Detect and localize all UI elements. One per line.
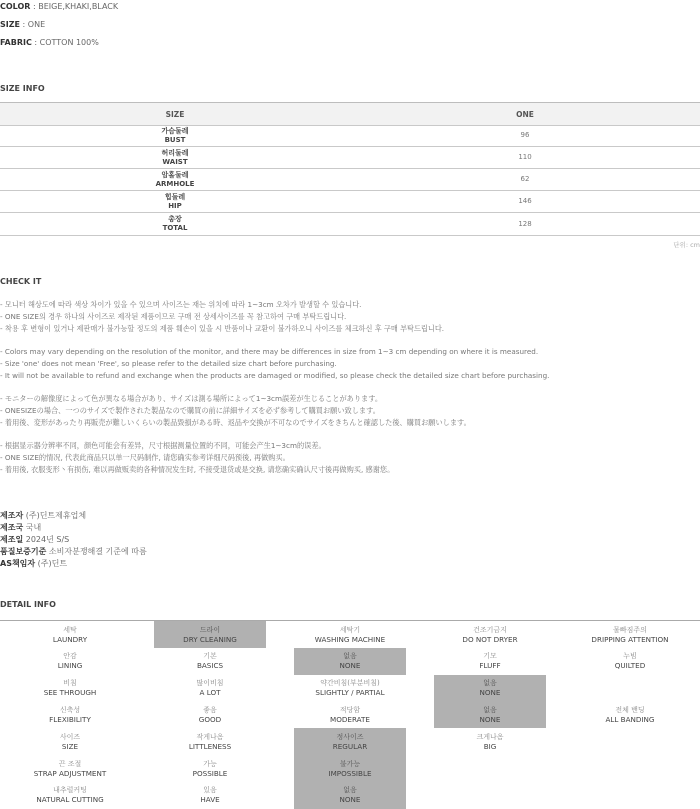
detail-cell bbox=[140, 648, 280, 675]
detail-cell bbox=[560, 782, 700, 809]
size-row-value: 62 bbox=[520, 175, 530, 183]
fabric-value: : COTTON 100% bbox=[31, 38, 99, 47]
size-row-armhole bbox=[0, 169, 700, 191]
size-row-label bbox=[0, 213, 350, 235]
detail-en: SIZE bbox=[61, 741, 79, 751]
detail-ko: 세탁기 bbox=[339, 625, 361, 634]
note-line: - Size 'one' does not mean 'Free', so please refer to the detailed size chart before purchasing. bbox=[0, 359, 337, 368]
detail-cell bbox=[420, 782, 560, 809]
date-value: 2024년 S/S bbox=[23, 535, 70, 544]
detail-ko: 신축성 bbox=[59, 705, 81, 714]
label-en: BUST bbox=[164, 135, 186, 144]
detail-cell bbox=[434, 675, 546, 702]
color-value: : BEIGE,KHAKI,BLACK bbox=[30, 2, 119, 11]
size-table-header bbox=[0, 102, 700, 126]
note-line: - 着用後, 衣服变形丶有损伤, 难以再做贩卖的各种情况发生时, 不接受退货或是交换, 请您确实确认尺寸後再做购买, 感谢您。 bbox=[0, 465, 395, 474]
detail-ko: 안감 bbox=[63, 652, 77, 661]
detail-ko: 많이비침 bbox=[196, 679, 224, 688]
detail-cell bbox=[294, 782, 406, 809]
detail-ko: 없음 bbox=[343, 652, 357, 661]
detail-ko: 약간비침(부분비침) bbox=[320, 679, 380, 688]
detail-en: NONE bbox=[479, 688, 501, 698]
label-ko: 힙둘레 bbox=[164, 192, 186, 201]
detail-en: MODERATE bbox=[330, 714, 370, 724]
detail-ko: 사이즈 bbox=[59, 732, 81, 741]
note-line: - Colors may vary depending on the resolution of the monitor, and there may be differences in size from 1~3 cm depending on where it is measured. bbox=[0, 347, 539, 356]
detail-cell bbox=[420, 648, 560, 675]
detail-cell bbox=[294, 755, 406, 782]
as-line bbox=[0, 558, 67, 569]
detail-cell bbox=[560, 755, 700, 782]
warranty-line bbox=[0, 546, 147, 557]
detail-ko: 정사이즈 bbox=[336, 732, 364, 741]
detail-en: NONE bbox=[339, 661, 361, 671]
detail-en: REGULAR bbox=[332, 741, 368, 751]
label-en: ARMHOLE bbox=[155, 179, 195, 188]
detail-cell bbox=[0, 782, 140, 809]
warranty-value: 소비자분쟁해결 기준에 따름 bbox=[46, 547, 147, 556]
note-line: - 根据显示器分辨率不同，颜色可能会有差异，尺寸根据测量位置的不同，可能会产生1~3cm的误差。 bbox=[0, 441, 326, 450]
detail-cell bbox=[140, 728, 280, 755]
fabric-line bbox=[0, 38, 99, 47]
detail-en: WASHING MACHINE bbox=[314, 634, 386, 644]
detail-en: HAVE bbox=[200, 795, 220, 805]
detail-cell bbox=[560, 701, 700, 728]
detail-cell bbox=[140, 782, 280, 809]
detail-ko: 드라이 bbox=[199, 625, 221, 634]
detail-cell bbox=[280, 701, 420, 728]
label-en: WAIST bbox=[162, 157, 188, 166]
detail-en: LAUNDRY bbox=[52, 634, 88, 644]
detail-grid bbox=[0, 620, 700, 809]
detail-en: IMPOSSIBLE bbox=[328, 768, 372, 778]
detail-ko: 전체 밴딩 bbox=[615, 705, 645, 714]
size-row-hip bbox=[0, 191, 700, 213]
detail-en: POSSIBLE bbox=[192, 768, 228, 778]
detail-ko: 누빔 bbox=[623, 652, 637, 661]
size-row-waist bbox=[0, 147, 700, 169]
as-value: (주)딘트 bbox=[35, 559, 68, 568]
detail-en: QUILTED bbox=[614, 661, 646, 671]
detail-info-heading: DETAIL INFO bbox=[0, 600, 56, 609]
size-line bbox=[0, 20, 45, 29]
detail-cell bbox=[294, 728, 406, 755]
unit-note: 단위: cm bbox=[673, 241, 700, 249]
size-row-value: 128 bbox=[518, 219, 532, 228]
size-row-value: 110 bbox=[518, 153, 532, 161]
size-row-total bbox=[0, 213, 700, 236]
maker-value: (주)딘트제휴업체 bbox=[23, 511, 87, 520]
as-label: AS책임자 bbox=[0, 559, 36, 568]
label-en: HIP bbox=[168, 201, 182, 210]
detail-en: STRAP ADJUSTMENT bbox=[33, 768, 107, 778]
detail-cell bbox=[560, 648, 700, 675]
detail-cell bbox=[154, 621, 266, 648]
size-row-label bbox=[0, 125, 350, 146]
detail-ko: 없음 bbox=[343, 786, 357, 795]
note-line: - モニターの解像度によって色が異なる場合があり、サイズは測る場所によって1~3cm誤差が生じることがあります。 bbox=[0, 394, 383, 403]
detail-ko: 크게나옴 bbox=[476, 732, 504, 741]
detail-en: DO NOT DRYER bbox=[462, 634, 518, 644]
detail-cell bbox=[560, 621, 700, 648]
color-line bbox=[0, 2, 118, 11]
detail-cell bbox=[294, 648, 406, 675]
detail-en: NATURAL CUTTING bbox=[36, 795, 104, 805]
detail-cell bbox=[560, 675, 700, 702]
fabric-label: FABRIC bbox=[0, 38, 32, 47]
detail-ko: 작게나옴 bbox=[196, 732, 224, 741]
size-row-label bbox=[0, 191, 350, 212]
detail-ko: 세탁 bbox=[63, 625, 77, 634]
detail-cell bbox=[0, 675, 140, 702]
detail-ko: 없음 bbox=[483, 679, 497, 688]
detail-ko: 건조기금지 bbox=[473, 625, 507, 634]
detail-ko: 적당함 bbox=[339, 705, 361, 714]
detail-ko: 있음 bbox=[203, 786, 217, 795]
note-line: - 着用後、変形があったり再販売が難しいくらいの製品毀損がある時、返品や交換が不可なのでサイズをきちんと確認した後、購買お願いします。 bbox=[0, 418, 471, 427]
country-label: 제조국 bbox=[0, 523, 24, 532]
detail-cell bbox=[140, 701, 280, 728]
detail-cell bbox=[280, 675, 420, 702]
country-value: 국내 bbox=[23, 523, 42, 532]
note-line: - It will not be available to refund and exchange when the products are damaged or modified, so please check the detailed size chart before purchasing. bbox=[0, 371, 550, 380]
maker-label: 제조자 bbox=[0, 511, 24, 520]
date-label: 제조일 bbox=[0, 535, 24, 544]
detail-cell bbox=[434, 701, 546, 728]
size-row-value: 96 bbox=[520, 131, 530, 139]
detail-en: GOOD bbox=[198, 714, 222, 724]
detail-ko: 물빠짐주의 bbox=[613, 625, 647, 634]
note-line: - 착용 후 변형이 있거나 제판매가 불가능할 정도의 제품 훼손이 있을 시 반품이나 교환이 불가하오니 사이즈를 체크하신 후 구매 부탁드립니다. bbox=[0, 324, 445, 333]
label-en: TOTAL bbox=[162, 224, 188, 232]
size-label: SIZE bbox=[0, 20, 21, 29]
detail-cell bbox=[420, 621, 560, 648]
label-ko: 허리둘레 bbox=[161, 148, 189, 157]
detail-ko: 기모 bbox=[483, 652, 497, 661]
size-info-heading: SIZE INFO bbox=[0, 84, 45, 93]
detail-en: LITTLENESS bbox=[188, 741, 232, 751]
detail-cell bbox=[0, 755, 140, 782]
label-ko: 암홀둘레 bbox=[161, 170, 189, 179]
note-line: - ONE SIZE的情况, 代表此商品只以单一尺码制作, 请您确实参考详细尺码预後, 再做购买。 bbox=[0, 453, 290, 462]
detail-ko: 가능 bbox=[203, 759, 217, 768]
detail-cell bbox=[0, 728, 140, 755]
size-row-label bbox=[0, 147, 350, 168]
detail-cell bbox=[0, 621, 140, 648]
detail-en: SEE THROUGH bbox=[43, 688, 97, 698]
detail-cell bbox=[0, 701, 140, 728]
detail-en: ALL BANDING bbox=[605, 714, 655, 724]
label-ko: 가슴둘레 bbox=[161, 126, 189, 135]
detail-ko: 기본 bbox=[203, 652, 217, 661]
detail-ko: 좋음 bbox=[203, 705, 217, 714]
date-line bbox=[0, 534, 69, 545]
note-line: - ONESIZEの場合、一つのサイズで製作された製品なので購買の前に詳細サイズを必ず参考して購買お願い致します。 bbox=[0, 406, 380, 415]
size-row-label bbox=[0, 169, 350, 190]
size-row-value: 146 bbox=[518, 197, 532, 205]
one-header-cell: ONE bbox=[516, 109, 534, 119]
size-row-bust bbox=[0, 125, 700, 147]
detail-ko: 없음 bbox=[483, 705, 497, 714]
label-ko: 총장 bbox=[168, 215, 182, 223]
detail-en: LINING bbox=[57, 661, 83, 671]
detail-cell bbox=[280, 621, 420, 648]
detail-en: BIG bbox=[483, 741, 497, 751]
detail-en: FLUFF bbox=[479, 661, 501, 671]
detail-cell bbox=[140, 755, 280, 782]
detail-ko: 비침 bbox=[63, 679, 77, 688]
detail-cell bbox=[560, 728, 700, 755]
detail-cell bbox=[0, 648, 140, 675]
detail-en: NONE bbox=[479, 714, 501, 724]
detail-en: DRIPPING ATTENTION bbox=[591, 634, 669, 644]
note-line: - 모니터 해상도에 따라 색상 차이가 있을 수 있으며 사이즈는 재는 위치에 따라 1~3cm 오차가 발생할 수 있습니다. bbox=[0, 300, 362, 309]
maker-line bbox=[0, 510, 86, 521]
detail-en: BASICS bbox=[196, 661, 224, 671]
detail-cell bbox=[420, 728, 560, 755]
detail-en: A LOT bbox=[199, 688, 221, 698]
warranty-label: 품질보증기준 bbox=[0, 547, 47, 556]
detail-en: SLIGHTLY / PARTIAL bbox=[315, 688, 385, 698]
detail-ko: 불가능 bbox=[339, 759, 361, 768]
check-it-heading: CHECK IT bbox=[0, 277, 42, 286]
size-header-cell: SIZE bbox=[165, 109, 185, 119]
detail-cell bbox=[420, 755, 560, 782]
size-value: : ONE bbox=[20, 20, 46, 29]
note-line: - ONE SIZE의 경우 하나의 사이즈로 제작된 제품이므로 구매 전 상세사이즈를 꼭 참고하여 구매 부탁드립니다. bbox=[0, 312, 347, 321]
detail-en: DRY CLEANING bbox=[183, 634, 237, 644]
detail-ko: 끈 조절 bbox=[58, 759, 82, 768]
detail-cell bbox=[140, 675, 280, 702]
color-label: COLOR bbox=[0, 2, 31, 11]
country-line bbox=[0, 522, 41, 533]
detail-en: FLEXIBILITY bbox=[49, 714, 91, 724]
detail-ko: 내추럴커팅 bbox=[53, 786, 87, 795]
detail-en: NONE bbox=[339, 795, 361, 805]
